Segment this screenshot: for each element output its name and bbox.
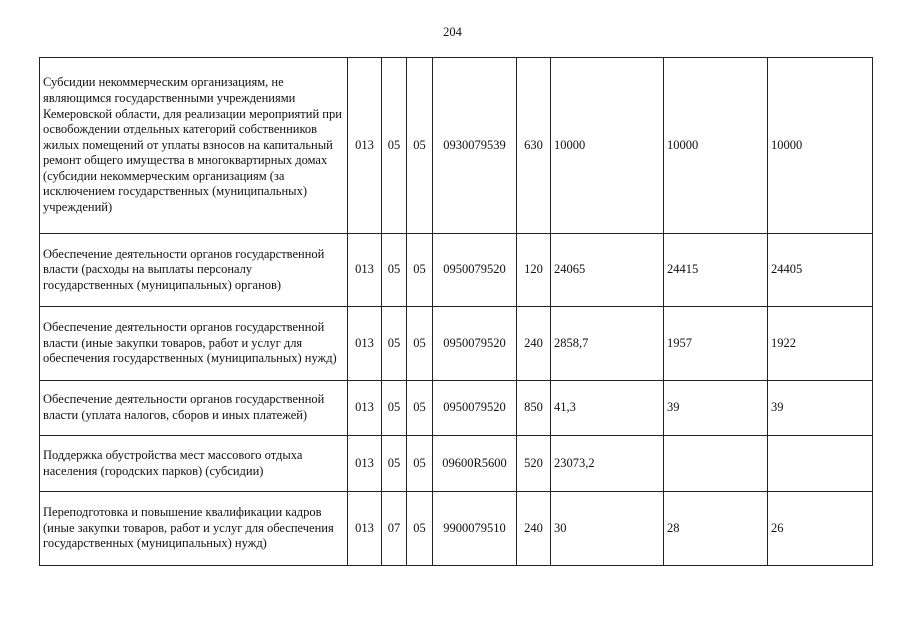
section-code: 05 (382, 307, 407, 381)
amount-year-1: 23073,2 (551, 436, 664, 492)
amount-year-3: 39 (768, 381, 873, 436)
budget-table (39, 57, 873, 566)
table-row (40, 58, 873, 234)
target-article: 9900079510 (433, 492, 517, 566)
ministry-code: 013 (348, 436, 382, 492)
ministry-code: 013 (348, 307, 382, 381)
amount-year-3: 26 (768, 492, 873, 566)
table-row (40, 307, 873, 381)
section-code: 05 (382, 58, 407, 234)
subsection-code: 05 (407, 492, 433, 566)
amount-year-1: 2858,7 (551, 307, 664, 381)
page-number: 204 (443, 25, 462, 39)
target-article: 0950079520 (433, 307, 517, 381)
ministry-code: 013 (348, 381, 382, 436)
table-row (40, 381, 873, 436)
amount-year-2: 10000 (664, 58, 768, 234)
section-code: 07 (382, 492, 407, 566)
row-name: Переподготовка и повышение квалификации кадров (иные закупки товаров, работ и услуг для обеспечения государственных (муниципальных) нужд) (40, 492, 348, 566)
amount-year-2: 28 (664, 492, 768, 566)
subsection-code: 05 (407, 381, 433, 436)
table-row (40, 492, 873, 566)
subsection-code: 05 (407, 234, 433, 307)
row-name: Обеспечение деятельности органов государственной власти (уплата налогов, сборов и иных платежей) (40, 381, 348, 436)
expense-type: 520 (517, 436, 551, 492)
expense-type: 240 (517, 307, 551, 381)
section-code: 05 (382, 436, 407, 492)
amount-year-3 (768, 436, 873, 492)
amount-year-3: 24405 (768, 234, 873, 307)
table-row (40, 234, 873, 307)
amount-year-2: 1957 (664, 307, 768, 381)
ministry-code: 013 (348, 58, 382, 234)
amount-year-1: 10000 (551, 58, 664, 234)
row-name: Обеспечение деятельности органов государственной власти (расходы на выплаты персоналу государственных (муниципальных) органов) (40, 234, 348, 307)
row-name: Субсидии некоммерческим организациям, не являющимся государственными учреждениями Кемеровской области, для реализации мероприятий при освобождении отдельных категорий собственников жилых помещений от уплаты взносов на капитальный ремонт общего имущества в многоквартирных домах (субсидии некоммерческим организациям (за исключением государственных (муниципальных) учреждений) (40, 58, 348, 234)
expense-type: 630 (517, 58, 551, 234)
expense-type: 240 (517, 492, 551, 566)
amount-year-3: 1922 (768, 307, 873, 381)
section-code: 05 (382, 234, 407, 307)
target-article: 09600R5600 (433, 436, 517, 492)
subsection-code: 05 (407, 307, 433, 381)
target-article: 0950079520 (433, 381, 517, 436)
amount-year-1: 41,3 (551, 381, 664, 436)
amount-year-1: 30 (551, 492, 664, 566)
target-article: 0930079539 (433, 58, 517, 234)
amount-year-1: 24065 (551, 234, 664, 307)
ministry-code: 013 (348, 234, 382, 307)
subsection-code: 05 (407, 58, 433, 234)
ministry-code: 013 (348, 492, 382, 566)
amount-year-2 (664, 436, 768, 492)
row-name: Обеспечение деятельности органов государственной власти (иные закупки товаров, работ и услуг для обеспечения государственных (муниципальных) нужд) (40, 307, 348, 381)
table-row (40, 436, 873, 492)
amount-year-2: 39 (664, 381, 768, 436)
expense-type: 120 (517, 234, 551, 307)
section-code: 05 (382, 381, 407, 436)
target-article: 0950079520 (433, 234, 517, 307)
expense-type: 850 (517, 381, 551, 436)
amount-year-2: 24415 (664, 234, 768, 307)
amount-year-3: 10000 (768, 58, 873, 234)
row-name: Поддержка обустройства мест массового отдыха населения (городских парков) (субсидии) (40, 436, 348, 492)
subsection-code: 05 (407, 436, 433, 492)
